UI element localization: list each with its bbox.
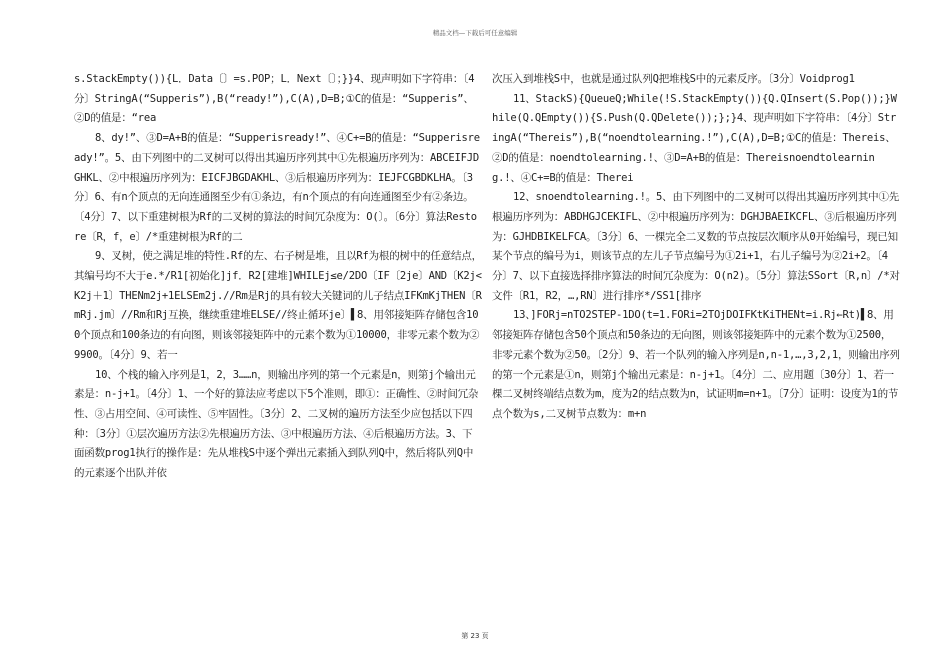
left-paragraph: 8、dy!”、③D=A+B的值是：“Supperisready!”、④C+=B的值是：“Supperisready!”。5、由下列图中的二叉树可以得出其遍历序列其中①先根遍历序列为：ABCEIFJDGHKL、②中根遍历序列为：EICFJBGDAKHL、③后根遍历序列为：IEJFCGBDKLHA。〔3分〕6、有n个顶点的无向连通图至少有①条边，有n个顶点的有向连通图至少有②条边。〔4分〕7、以下重建树根为Rf的二叉树的算法的时间冗杂度为：O(〕。〔6分〕算法Restore〔R，f，e〕/*重建树根为Rf的二 (74, 132, 480, 243)
right-paragraph: 11、StackS){QueueQ;While(!S.StackEmpty()){Q.QInsert(S.Pop());}While(Q.QEmpty()){S.Push(Q.QDelete());};}4、现声明如下字符串：〔4分〕StringA(“Thereis”),B(“noendtolearning.!”),C(A),D=B;①C的值是：Thereis、②D的值是：noendtolearning.!、③D=A+B的值是：Thereisnoendtolearning.!、④C+=B的值是：Therei (492, 92, 897, 184)
page-number: 第 23 页 (461, 632, 489, 640)
left-paragraph: 9、叉树，使之满足堆的特性.Rf的左、右子树是堆，且以Rf为根的树中的任意结点，其编号均不大于e.*/R1[初始化]jf．R2[建堆]WHILEj≤e/2DO〔IF〔2je〕AND〔K2j<K2j＋1〕THENm2j+1ELSEm2j.//Rm是Rj的具有较大关键词的儿子结点IFKmKjTHEN〔RmRj.jm〕//Rm和Rj互换，继续重建堆ELSE//终止循环je〕▌8、用邻接矩阵存储包含100个顶点和100条边的有向图，则该邻接矩阵中的元素个数为①10000，非零元素个数为②9900。〔4分〕9、若一 (74, 250, 482, 361)
left-column (74, 70, 482, 484)
right-paragraph: 次压入到堆栈S中，也就是通过队列Q把堆栈S中的元素反序。〔3分〕Voidprog1 (492, 73, 855, 85)
right-paragraph: 13、]FORj=nTO2STEP-1DO(t=1.FORi=2TOjDOIFKtKiTHENt=i.Rj←Rt)▌8、用邻接矩阵存储包含50个顶点和50条边的无向图，则该邻接矩阵中的元素个数为①2500，非零元素个数为②50。〔2分〕9、若一个队列的输入序列是n,n-1,…,3,2,1，则输出序列的第一个元素是①n，则第j个输出元素是：n-j+1。〔4分〕二、应用题〔30分〕1、若一棵二叉树终端结点数为m，度为2的结点数为n，试证明m=n+1。〔7分〕证明：设度为1的节点个数为s,二叉树节点数为：m+n (492, 309, 900, 420)
page-header: 精品文档—下载后可任意编辑 (432, 29, 518, 37)
right-column (492, 70, 900, 425)
left-paragraph: 10、个栈的输入序列是1，2，3……n，则输出序列的第一个元素是n，则第j个输出元素是：n-j+1。〔4分〕1、一个好的算法应考虑以下5个准则，即①：正确性、②时间冗杂性、③占用空间、④可读性、⑤牢固性。〔3分〕2、二叉树的遍历方法至少应包括以下四种：〔3分〕①层次遍历方法②先根遍历方法、③中根遍历方法、④后根遍历方法。3、下面函数prog1执行的操作是：先从堆栈S中逐个弹出元素插入到队列Q中，然后将队列Q中的元素逐个出队并依 (74, 368, 479, 480)
left-paragraph: s.StackEmpty()){L．Data〔〕=s.POP；L．Next〔〕；}}4、现声明如下字符串：〔4分〕StringA(“Supperis”),B(“ready!”),C(A),D=B;①C的值是：“Supperis”、②D的值是：“rea (74, 73, 475, 125)
right-paragraph: 12、snoendtolearning.!。5、由下列图中的二叉树可以得出其遍历序列其中①先根遍历序列为：ABDHGJCEKIFL、②中根遍历序列为：DGHJBAEIKCFL、③后根遍历序列为：GJHDBIKELFCA。〔3分〕6、一棵完全二叉数的节点按层次顺序从0开始编号，现已知某个节点的编号为i，则该节点的左儿子节点编号为①2i+1，右儿子编号为②2i+2。〔4分〕7、以下直接选择排序算法的时间冗杂度为：O(n2)。〔5分〕算法SSort〔R,n〕/*对文件〔R1，R2，…,RN〕进行排序*/SS1[排序 (492, 191, 900, 302)
